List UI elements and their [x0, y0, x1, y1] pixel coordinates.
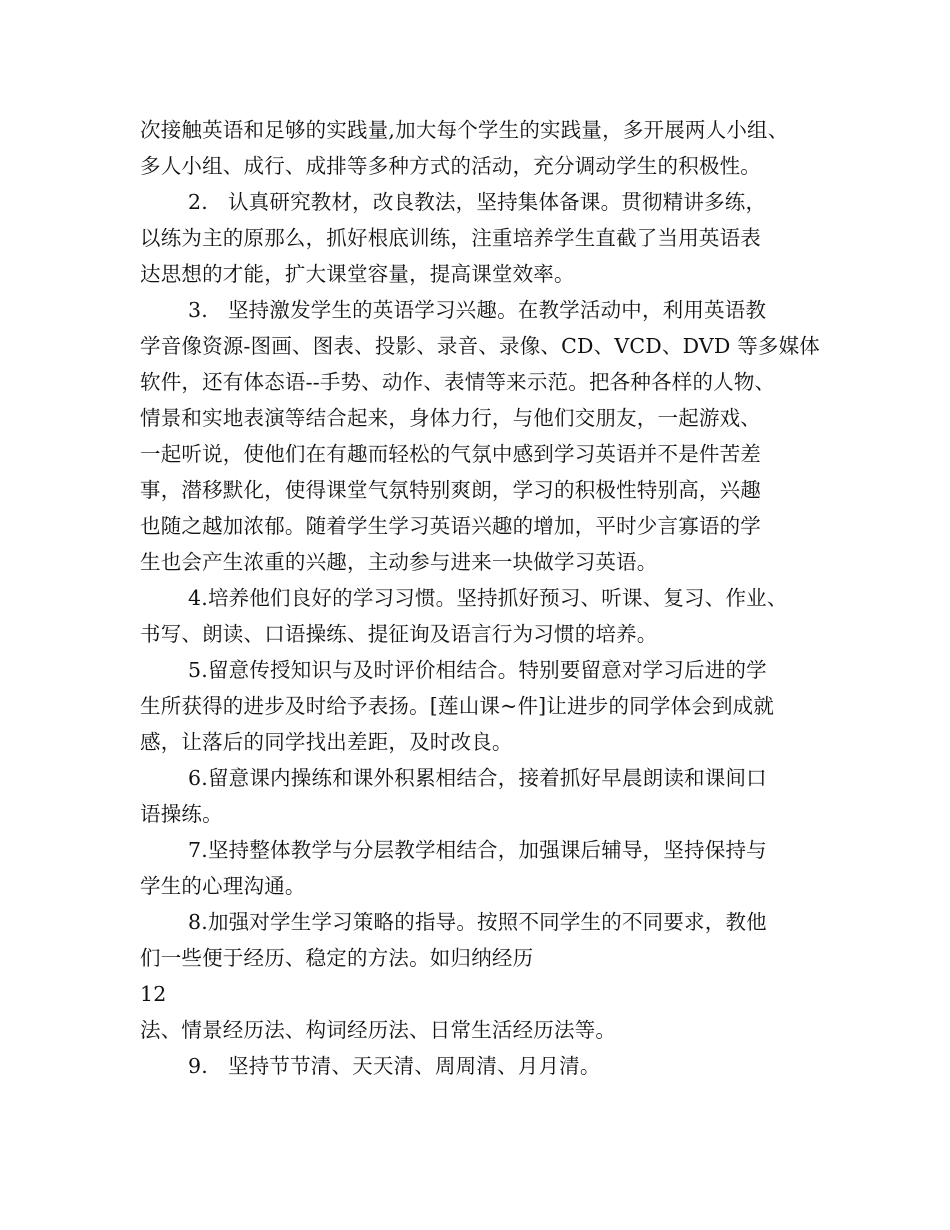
text-line: 情景和实地表演等结合起来，身体力行，与他们交朋友，一起游戏、: [140, 406, 761, 430]
list-number: 9.: [188, 1054, 208, 1078]
text-line: 次接触英语和足够的实践量,加大每个学生的实践量，多开展两人小组、: [140, 118, 789, 142]
text-line: 法、情景经历法、构词经历法、日常生活经历法等。: [140, 1018, 617, 1042]
text-line: 7.坚持整体教学与分层教学相结合，加强课后辅导，坚持保持与: [188, 838, 767, 862]
list-number: 2.: [188, 190, 208, 214]
text-line: 4.培养他们良好的学习习惯。坚持抓好预习、听课、复习、作业、: [188, 586, 788, 610]
text-line: 9. 坚持节节清、天天清、周周清、月月清。: [188, 1054, 601, 1078]
text-line: 学生的心理沟通。: [140, 874, 306, 898]
text-line: 生也会产生浓重的兴趣，主动参与进来一块做学习英语。: [140, 550, 658, 574]
text-line: 8.加强对学生学习策略的指导。按照不同学生的不同要求，教他: [188, 910, 767, 934]
text-line: 2. 认真研究教材，改良教法，坚持集体备课。贯彻精讲多练，: [188, 190, 767, 214]
text-line: 书写、朗读、口语操练、提征询及语言行为习惯的培养。: [140, 622, 658, 646]
text-line: 6.留意课内操练和课外积累相结合，接着抓好早晨朗读和课间口: [188, 766, 767, 790]
page-number: 12: [140, 982, 167, 1006]
text-line: 3. 坚持激发学生的英语学习兴趣。在教学活动中，利用英语教: [188, 298, 767, 322]
text-line: 感，让落后的同学找出差距，及时改良。: [140, 730, 513, 754]
text-line: 学音像资源-图画、图表、投影、录音、录像、CD、VCD、DVD 等多媒体: [140, 334, 821, 358]
text-line: 语操练。: [140, 802, 223, 826]
text-line: 事，潜移默化，使得课堂气氛特别爽朗，学习的积极性特别高，兴趣: [140, 478, 761, 502]
list-number: 3.: [188, 298, 208, 322]
text-line: 达思想的才能，扩大课堂容量，提高课堂效率。: [140, 262, 575, 286]
text-line: 5.留意传授知识与及时评价相结合。特别要留意对学习后进的学: [188, 658, 767, 682]
text-line: 以练为主的原那么，抓好根底训练，注重培养学生直截了当用英语表: [140, 226, 761, 250]
text-line: 一起听说，使他们在有趣而轻松的气氛中感到学习英语并不是件苦差: [140, 442, 761, 466]
text-line: 们一些便于经历、稳定的方法。如归纳经历: [140, 946, 534, 970]
text-line: 软件，还有体态语--手势、动作、表情等来示范。把各种各样的人物、: [140, 370, 776, 394]
text-line: 也随之越加浓郁。随着学生学习英语兴趣的增加，平时少言寡语的学: [140, 514, 761, 538]
text-line: 生所获得的进步及时给予表扬。[莲山课~件]让进步的同学体会到成就: [140, 694, 775, 718]
text-line: 多人小组、成行、成排等多种方式的活动，充分调动学生的积极性。: [140, 154, 761, 178]
